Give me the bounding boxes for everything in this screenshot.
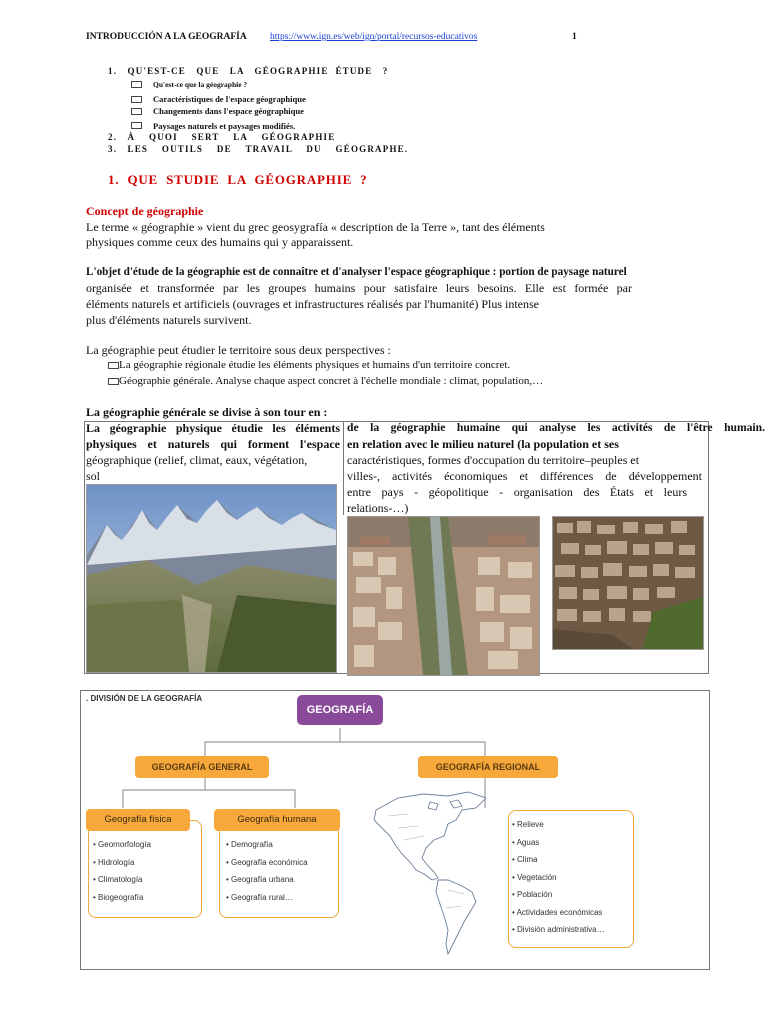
physical-line-4: sol bbox=[86, 469, 101, 483]
objet-line-3: plus d'éléments naturels survivent. bbox=[86, 313, 252, 327]
section-title: 1. QUE STUDIE LA GÉOGRAPHIE ? bbox=[108, 172, 368, 187]
diagram-root-node: GEOGRAFÍA bbox=[297, 695, 383, 725]
doc-header-title: INTRODUCCIÓN A LA GEOGRAFÍA bbox=[86, 32, 247, 42]
list-item: • Población bbox=[512, 890, 553, 899]
checkbox-icon bbox=[131, 122, 142, 129]
fisica-list bbox=[93, 836, 151, 906]
list-item: • Vegetación bbox=[512, 872, 557, 882]
toc-sub-3: Changements dans l'espace géographique bbox=[153, 106, 304, 116]
header-link[interactable]: https://www.ign.es/web/ign/portal/recursos-educativos bbox=[270, 32, 478, 42]
human-bold-2: en relation avec le milieu naturel (la population et ses bbox=[347, 437, 619, 451]
fisica-title: Geografía física bbox=[86, 809, 190, 831]
human-bold-1: de la géographie humaine qui analyse les activités de l'être humain. bbox=[347, 421, 765, 434]
concept-heading: Concept de géographie bbox=[86, 204, 204, 218]
toc-sub-4: Paysages naturels et paysages modifiés. bbox=[153, 121, 296, 131]
list-item: • Hidrología bbox=[93, 857, 135, 867]
division-intro: La géographie générale se divise à son tour en : bbox=[86, 405, 328, 419]
regional-list bbox=[512, 816, 605, 939]
perspectives-intro: La géographie peut étudier le territoire sous deux perspectives : bbox=[86, 343, 391, 357]
diagram-general-node: GEOGRAFÍA GENERAL bbox=[135, 756, 269, 778]
toc-sub-1: Qu'est-ce que la géographie ? bbox=[153, 80, 248, 89]
list-item: • Geografía económica bbox=[226, 857, 308, 867]
toc-item-2: 2. À QUOI SERT LA GÉOGRAPHIE bbox=[108, 132, 336, 142]
toc-sub-2: Caractéristiques de l'espace géographique bbox=[153, 94, 306, 104]
objet-bold: L'objet d'étude de la géographie est de connaître et d'analyser l'espace géographique : portion de paysage naturel bbox=[86, 266, 627, 278]
list-item: • Climatología bbox=[93, 875, 143, 884]
list-item: • División administrativa… bbox=[512, 925, 605, 934]
toc-item-1: 1. QU'EST-CE QUE LA GÉOGRAPHIE ÉTUDE ? bbox=[108, 66, 389, 76]
list-item: • Clima bbox=[512, 855, 538, 864]
list-item: • Geografía urbana bbox=[226, 875, 294, 884]
list-item: • Geografía rural… bbox=[226, 892, 293, 902]
objet-line-2: éléments naturels et artificiels (ouvrages et infrastructures réalisés par l'humanité) Plus intense bbox=[86, 297, 540, 311]
diagram-regional-node: GEOGRAFÍA REGIONAL bbox=[418, 756, 558, 778]
human-line-3: caractéristiques, formes d'occupation du territoire–peuples et bbox=[347, 453, 640, 467]
checkbox-icon bbox=[108, 362, 119, 369]
humana-list bbox=[226, 836, 308, 906]
diagram-title: . DIVISIÓN DE LA GEOGRAFÍA bbox=[86, 694, 203, 703]
toc-item-3: 3. LES OUTILS DE TRAVAIL DU GÉOGRAPHE. bbox=[108, 144, 409, 154]
checkbox-icon bbox=[131, 81, 142, 88]
list-item: • Relieve bbox=[512, 820, 544, 829]
checkbox-icon bbox=[108, 378, 119, 385]
human-line-4: villes-, activités économiques et différences de développement bbox=[347, 469, 702, 483]
humana-title: Geografía humana bbox=[214, 809, 340, 831]
objet-line-1: organisée et transformée par les groupes humains pour satisfaire leurs besoins. Elle est formée par bbox=[86, 281, 632, 295]
concept-line-2: physiques comme ceux des humains qui y apparaissent. bbox=[86, 235, 354, 249]
list-item: • Geomorfología bbox=[93, 840, 151, 849]
human-line-6: relations-…) bbox=[347, 501, 409, 515]
checkbox-icon bbox=[131, 96, 142, 103]
physical-bold-1: La géographie physique étudie les éléments bbox=[86, 421, 340, 435]
list-item: • Demografía bbox=[226, 840, 273, 849]
city-photo bbox=[347, 516, 540, 676]
americas-map-icon bbox=[368, 788, 500, 958]
concept-line-1: Le terme « géographie » vient du grec geosygrafía « description de la Terre », tant des éléments bbox=[86, 220, 545, 234]
page-number: 1 bbox=[572, 32, 577, 42]
human-line-5: entre pays - géopolitique - organisation des États et leurs bbox=[347, 485, 687, 499]
mountain-photo bbox=[86, 484, 337, 673]
perspective-bullet-1: La géographie régionale étudie les éléments physiques et humains d'un territoire concret. bbox=[119, 359, 511, 371]
list-item: • Biogeografía bbox=[93, 892, 144, 902]
perspective-bullet-2: Géographie générale. Analyse chaque aspect concret à l'échelle mondiale : climat, population,… bbox=[119, 375, 544, 387]
list-item: • Aguas bbox=[512, 837, 540, 847]
physical-bold-2: physiques et naturels qui forment l'espace bbox=[86, 437, 340, 451]
list-item: • Actividades económicas bbox=[512, 907, 603, 917]
table-divider bbox=[343, 421, 344, 515]
checkbox-icon bbox=[131, 108, 142, 115]
physical-line-3: géographique (relief, climat, eaux, végétation, bbox=[86, 453, 308, 467]
settlement-photo bbox=[552, 516, 704, 650]
